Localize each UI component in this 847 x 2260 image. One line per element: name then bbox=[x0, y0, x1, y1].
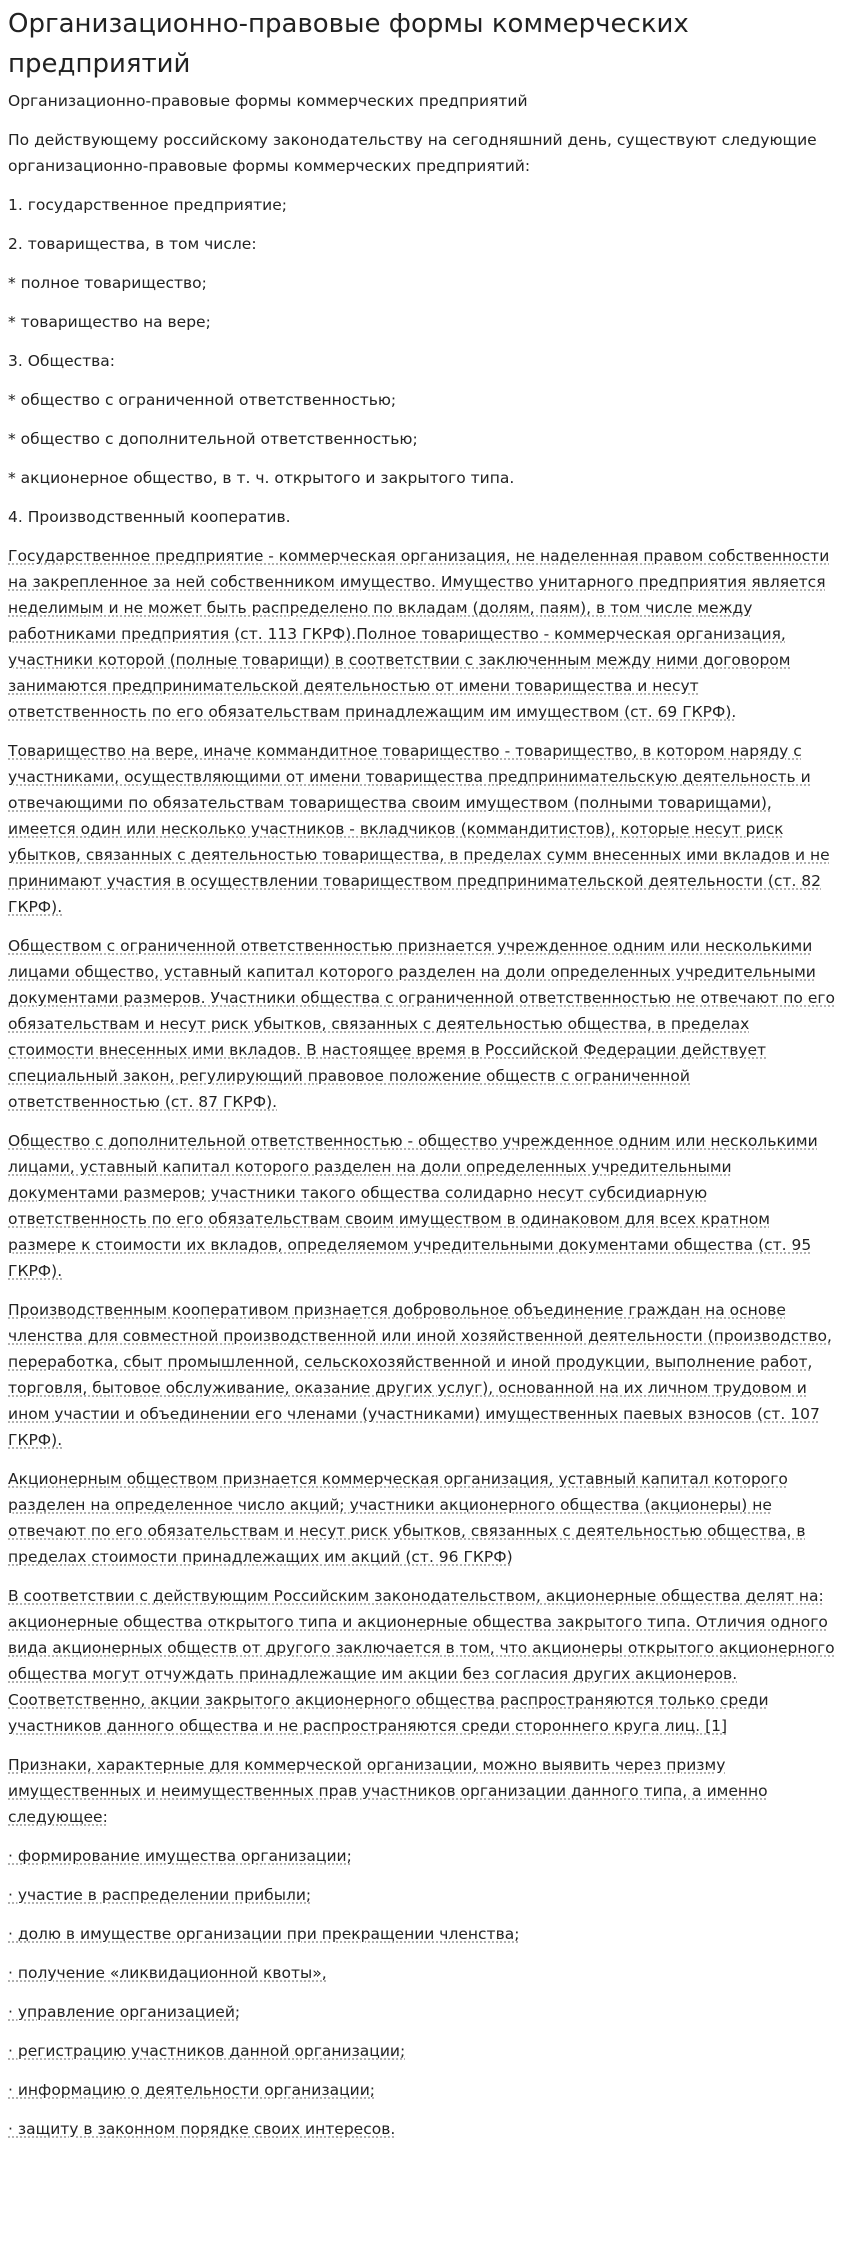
list-item-limited-partnership: * товарищество на вере; bbox=[8, 313, 211, 331]
list-item: · получение «ликвидационной квоты», bbox=[8, 1964, 327, 1982]
subtitle-paragraph: Организационно-правовые формы коммерческих предприятий bbox=[8, 92, 528, 110]
paragraph-state-enterprise: Государственное предприятие - коммерческая организация, не наделенная правом собственности на закрепленное за ней собственником имущество. Имущество унитарного предприятия является неделимым и не может быть распределено по вкладам (долям, паям), в том числе между работниками предприятия (ст. 113 ГКРФ).Полное товарищество - коммерческая организация, участники которой (полные товарищи) в соответствии с заключенным между ними договором занимаются предпринимательской деятельностью от имени товарищества и несут ответственность по его обязательствам принадлежащим им имуществом (ст. 69 ГКРФ). bbox=[8, 547, 830, 721]
list-item-llc: * общество с ограниченной ответственностью; bbox=[8, 391, 397, 409]
intro-paragraph: По действующему российскому законодательству на сегодняшний день, существуют следующие организационно-правовые формы коммерческих предприятий: bbox=[8, 131, 817, 175]
list-item: · участие в распределении прибыли; bbox=[8, 1886, 312, 1904]
list-item: · информацию о деятельности организации; bbox=[8, 2081, 376, 2099]
list-item-companies: 3. Общества: bbox=[8, 352, 116, 370]
page-title: Организационно-правовые формы коммерческих предприятий bbox=[8, 9, 689, 79]
paragraph-cooperative: Производственным кооперативом признается добровольное объединение граждан на основе членства для совместной производственной или иной хозяйственной деятельности (производство, переработка, сбыт промышленной, сельскохозяйственной и иной продукции, выполнение работ, торговля, бытовое обслуживание, оказание других услуг), основанной на их личном трудовом и ином участии и объединении его членами (участниками) имущественных паевых взносов (ст. 107 ГКРФ). bbox=[8, 1301, 832, 1449]
list-item-alc: * общество с дополнительной ответственностью; bbox=[8, 430, 418, 448]
list-item-full-partnership: * полное товарищество; bbox=[8, 274, 207, 292]
paragraph-features: Признаки, характерные для коммерческой организации, можно выявить через призму имущественных и неимущественных прав участников организации данного типа, а именно следующее: bbox=[8, 1756, 768, 1826]
list-item-jsc: * акционерное общество, в т. ч. открытого и закрытого типа. bbox=[8, 469, 515, 487]
list-item: · управление организацией; bbox=[8, 2003, 241, 2021]
paragraph-jsc-types: В соответствии с действующим Российским законодательством, акционерные общества делят на: акционерные общества открытого типа и акционерные общества закрытого типа. Отличия одного вида акционерных обществ от другого заключается в том, что акционеры открытого акционерного общества могут отчуждать принадлежащие им акции без согласия других акционеров. Соответственно, акции закрытого акционерного общества распространяются только среди участников данного общества и не распространяются среди стороннего круга лиц. [1] bbox=[8, 1587, 835, 1735]
paragraph-jsc: Акционерным обществом признается коммерческая организация, уставный капитал которого разделен на определенное число акций; участники акционерного общества (акционеры) не отвечают по его обязательствам и несут риск убытков, связанных с деятельностью общества, в пределах стоимости принадлежащих им акций (ст. 96 ГКРФ) bbox=[8, 1470, 806, 1566]
list-item-cooperative: 4. Производственный кооператив. bbox=[8, 508, 291, 526]
list-item: · регистрацию участников данной организации; bbox=[8, 2042, 406, 2060]
list-item-partnerships: 2. товарищества, в том числе: bbox=[8, 235, 257, 253]
list-item: · формирование имущества организации; bbox=[8, 1847, 352, 1865]
list-item: · долю в имуществе организации при прекращении членства; bbox=[8, 1925, 520, 1943]
paragraph-llc: Обществом с ограниченной ответственностью признается учрежденное одним или несколькими лицами общество, уставный капитал которого разделен на доли определенных учредительными документами размеров. Участники общества с ограниченной ответственностью не отвечают по его обязательствам и несут риск убытков, связанных с деятельностью общества, в пределах стоимости внесенных ими вкладов. В настоящее время в Российской Федерации действует специальный закон, регулирующий правовое положение обществ с ограниченной ответственностью (ст. 87 ГКРФ). bbox=[8, 937, 836, 1111]
list-item: · защиту в законном порядке своих интересов. bbox=[8, 2120, 396, 2138]
paragraph-alc: Общество с дополнительной ответственностью - общество учрежденное одним или несколькими лицами, уставный капитал которого разделен на доли определенных учредительными документами размеров; участники такого общества солидарно несут субсидиарную ответственность по его обязательствам своим имуществом в одинаковом для всех кратном размере к стоимости их вкладов, определяемом учредительными документами общества (ст. 95 ГКРФ). bbox=[8, 1132, 818, 1280]
paragraph-limited-partnership: Товарищество на вере, иначе коммандитное товарищество - товарищество, в котором наряду с участниками, осуществляющими от имени товарищества предпринимательскую деятельность и отвечающими по обязательствам товарищества своим имуществом (полными товарищами), имеется один или несколько участников - вкладчиков (коммандитистов), которые несут риск убытков, связанных с деятельностью товарищества, в пределах сумм внесенных ими вкладов и не принимают участия в осуществлении товариществом предпринимательской деятельности (ст. 82 ГКРФ). bbox=[8, 742, 830, 916]
list-item-state-enterprise: 1. государственное предприятие; bbox=[8, 196, 287, 214]
